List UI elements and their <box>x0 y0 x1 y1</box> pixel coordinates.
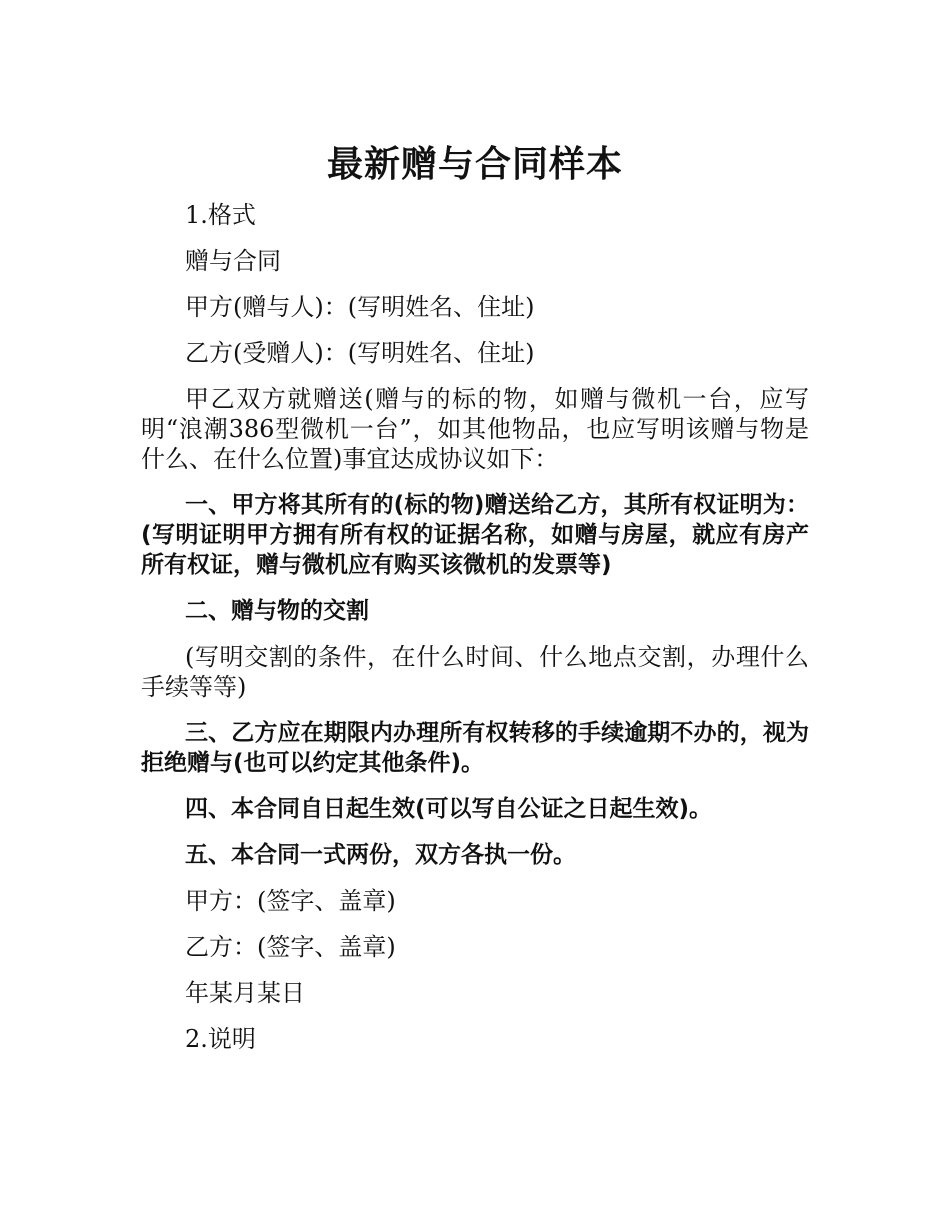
paragraph: 1.格式 <box>185 201 256 229</box>
paragraph: 甲乙双方就赠送(赠与的标的物，如赠与微机一台，应写明“浪潮386型微机一台”，如其他物品，也应写明该赠与物是什么、在什么位置)事宜达成协议如下： <box>141 385 809 473</box>
paragraph: (写明交割的条件，在什么时间、什么地点交割，办理什么手续等等) <box>141 643 809 701</box>
clause-paragraph: 四、本合同自日起生效(可以写自公证之日起生效)。 <box>185 796 713 822</box>
signature-line: 乙方：(签字、盖章) <box>185 933 396 961</box>
document-body <box>141 200 809 1070</box>
date-line: 年某月某日 <box>185 979 305 1007</box>
clause-paragraph: 五、本合同一式两份，双方各执一份。 <box>185 842 576 868</box>
section-heading: 2.说明 <box>185 1025 256 1053</box>
clause-paragraph: 三、乙方应在期限内办理所有权转移的手续逾期不办的，视为拒绝赠与(也可以约定其他条件)。 <box>141 720 809 776</box>
paragraph: 赠与合同 <box>185 247 281 275</box>
paragraph: 甲方(赠与人)：(写明姓名、住址) <box>185 293 535 321</box>
paragraph: 乙方(受赠人)：(写明姓名、住址) <box>185 339 535 367</box>
clause-paragraph: 一、甲方将其所有的(标的物)赠送给乙方，其所有权证明为：(写明证明甲方拥有所有权的证据名称，如赠与房屋，就应有房产所有权证，赠与微机应有购买该微机的发票等) <box>141 492 809 578</box>
document-title: 最新赠与合同样本 <box>326 144 623 186</box>
clause-heading: 二、赠与物的交割 <box>185 598 369 624</box>
signature-line: 甲方：(签字、盖章) <box>185 887 396 915</box>
